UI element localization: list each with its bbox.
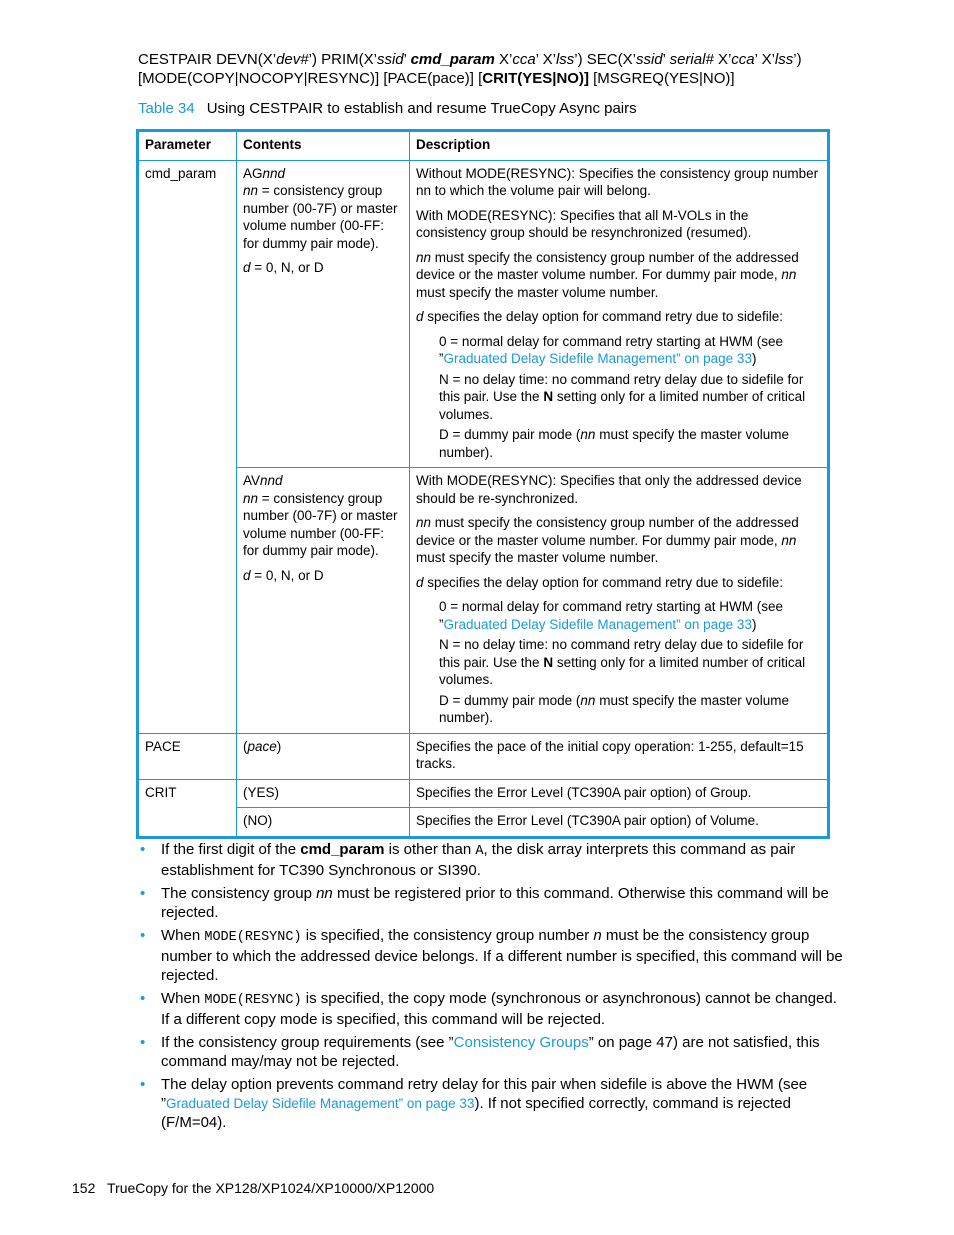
consistency-groups-link[interactable]: Consistency Groups (453, 1034, 589, 1051)
notes-list (138, 840, 848, 1136)
description-cell: Specifies the pace of the initial copy operation: 1-255, default=15 tracks. (410, 733, 829, 779)
list-item: • The delay option prevents command retry delay for this pair when sidefile is above the HWM (see ”Graduated Delay Sidefile Management” on page 33). If not specified correctly, command is rejected (F/M=04). (140, 1076, 808, 1131)
bullet-icon: • (140, 841, 146, 858)
list-item: • If the consistency group requirements (see ”Consistency Groups” on page 47) are not satisfied, this command may/may not be rejected. (140, 1034, 820, 1070)
command-syntax: CESTPAIR DEVN(X’dev#’) PRIM(X’ssid’ cmd_param X’cca’ X’lss’) SEC(X’ssid’ serial# X’cca’ X’lss’) [MODE(COPY|NOCOPY|RESYNC)] [PACE(pace)] [CRIT(YES|NO)] [MSGREQ(YES|NO)] (138, 51, 802, 87)
param-cell: PACE (138, 733, 237, 779)
bullet-icon: • (140, 1076, 146, 1093)
header-parameter: Parameter (138, 131, 237, 161)
table-row (138, 779, 829, 808)
page-footer (72, 1180, 434, 1196)
bullet-icon: • (140, 1034, 146, 1051)
page-number: 152 (72, 1180, 96, 1196)
contents-cell: (YES) (237, 779, 410, 808)
table-row (138, 808, 829, 838)
param-cell: cmd_param (138, 160, 237, 733)
parameter-table (136, 129, 830, 839)
contents-cell: (pace) (237, 733, 410, 779)
header-description: Description (410, 131, 829, 161)
bullet-icon: • (140, 885, 146, 902)
description-cell: Specifies the Error Level (TC390A pair option) of Volume. (410, 808, 829, 838)
contents-cell: AGnnd nn = consistency group number (00-7F) or master volume number (00-FF: for dummy pair mode). d = 0, N, or D (237, 160, 410, 468)
header-contents: Contents (237, 131, 410, 161)
contents-cell: (NO) (237, 808, 410, 838)
table-header-row (138, 131, 829, 161)
table-caption (138, 100, 637, 117)
description-cell: Without MODE(RESYNC): Specifies the consistency group number nn to which the volume pair will belong. With MODE(RESYNC): Specifies that all M-VOLs in the consistency group should be resynchronized (resumed). nn must specify the consistency group number of the addressed device or the master volume number. For dummy pair mode, nn must specify the master volume number. d specifies the delay option for command retry due to sidefile: 0 = normal delay for command retry starting at HWM (see ”Graduated Delay Sidefile Management” on page 33) N = no delay time: no command retry delay due to sidefile for this pair. Use the N setting only for a limited number of critical volumes. D = dummy pair mode (nn must specify the master volume number). (410, 160, 829, 468)
table-row (138, 468, 829, 734)
description-cell: With MODE(RESYNC): Specifies that only the addressed device should be re-synchronized. nn must specify the consistency group number of the addressed device or the master volume number. For dummy pair mode, nn must specify the master volume number. d specifies the delay option for command retry due to sidefile: 0 = normal delay for command retry starting at HWM (see ”Graduated Delay Sidefile Management” on page 33) N = no delay time: no command retry delay due to sidefile for this pair. Use the N setting only for a limited number of critical volumes. D = dummy pair mode (nn must specify the master volume number). (410, 468, 829, 734)
graduated-delay-link[interactable]: Graduated Delay Sidefile Management” on page 33 (443, 351, 752, 366)
description-cell: Specifies the Error Level (TC390A pair option) of Group. (410, 779, 829, 808)
table-row (138, 733, 829, 779)
list-item: • When MODE(RESYNC) is specified, the copy mode (synchronous or asynchronous) cannot be changed. If a different copy mode is specified, this command will be rejected. (140, 990, 837, 1028)
contents-cell: AVnnd nn = consistency group number (00-7F) or master volume number (00-FF: for dummy pair mode). d = 0, N, or D (237, 468, 410, 734)
table-caption-text: Using CESTPAIR to establish and resume TrueCopy Async pairs (206, 100, 637, 117)
table-label: Table 34 (138, 100, 195, 117)
list-item: • When MODE(RESYNC) is specified, the consistency group number n must be the consistency group number to which the addressed device belongs. If a different number is specified, this command will be rejected. (140, 927, 843, 984)
graduated-delay-link[interactable]: Graduated Delay Sidefile Management” on page 33 (443, 616, 752, 632)
list-item: • If the first digit of the cmd_param is other than A, the disk array interprets this command as pair establishment for TC390 Synchronous or SI390. (140, 841, 796, 879)
bullet-icon: • (140, 927, 146, 944)
list-item: • The consistency group nn must be registered prior to this command. Otherwise this command will be rejected. (140, 885, 829, 921)
graduated-delay-link[interactable]: Graduated Delay Sidefile Management” on page 33 (166, 1096, 475, 1111)
footer-title: TrueCopy for the XP128/XP1024/XP10000/XP12000 (107, 1180, 435, 1196)
param-cell: CRIT (138, 779, 237, 837)
bullet-icon: • (140, 990, 146, 1007)
table-row (138, 160, 829, 468)
